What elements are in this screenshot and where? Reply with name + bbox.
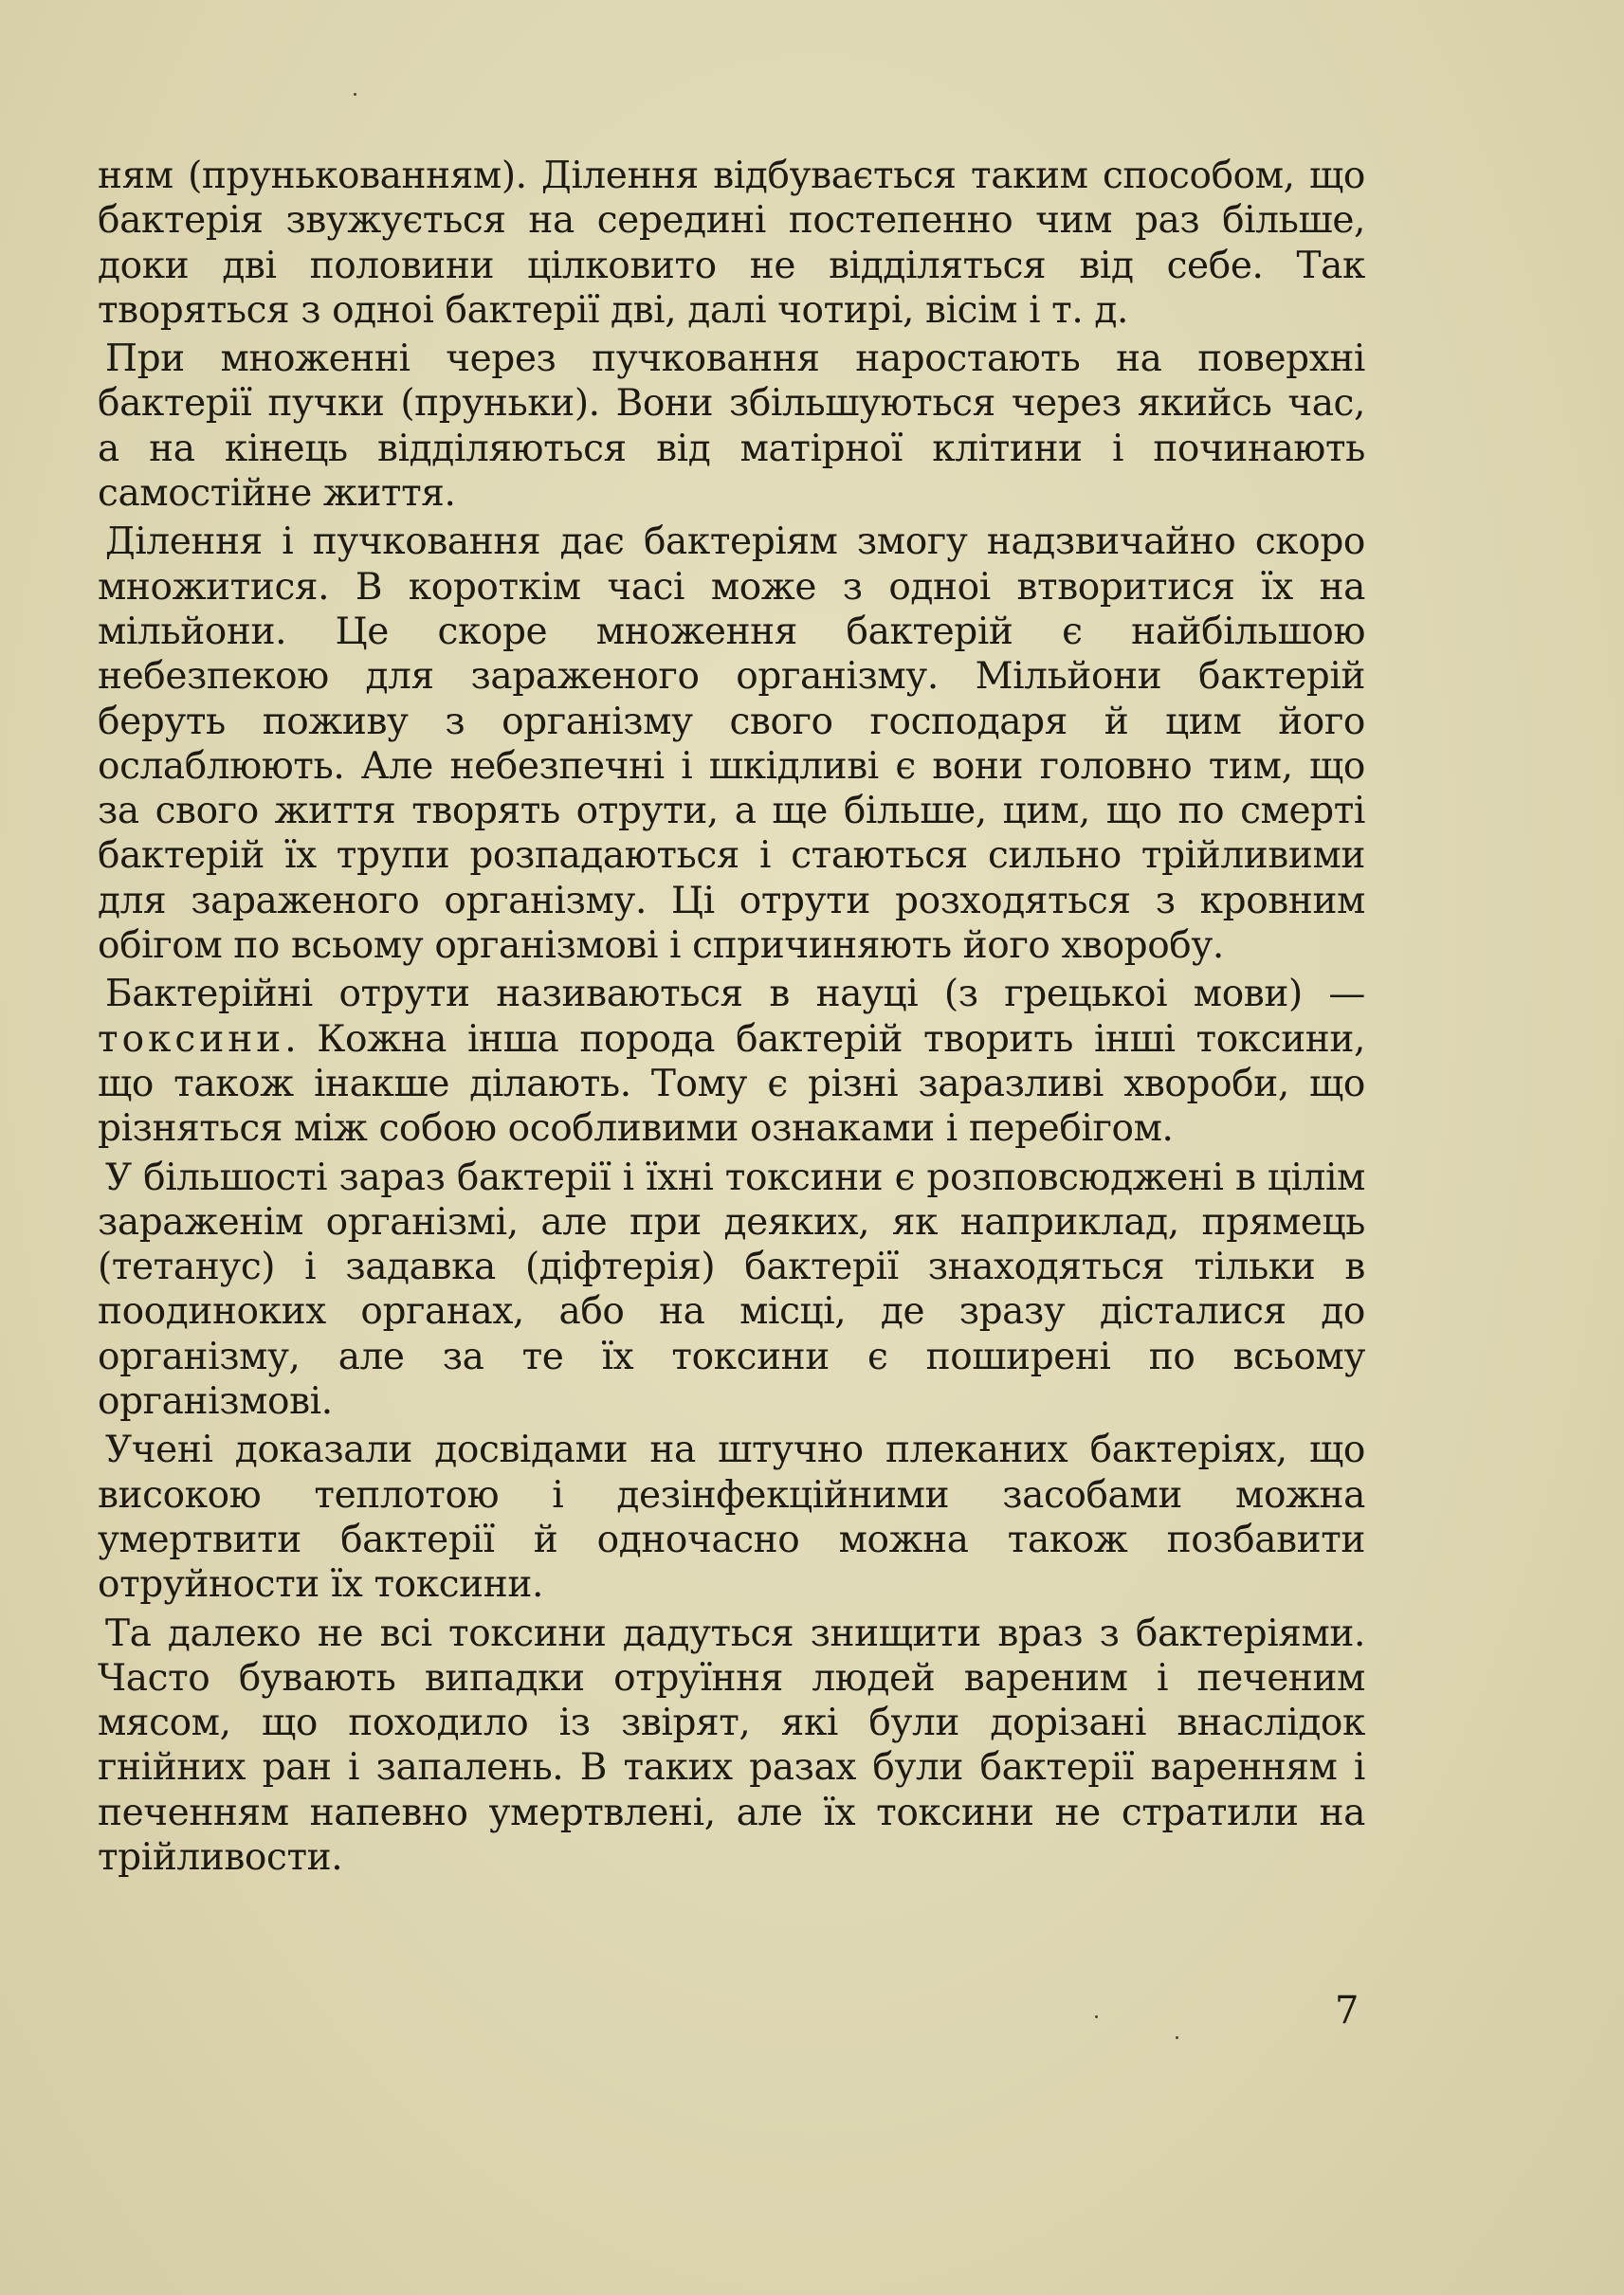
paragraph-multiplication: Ділення і пучковання дає бактеріям змогу надзвичайно скоро множитися. В короткім часі може з одноі втворитися їх на мільйони. Це скоре множення бактерій є найбільшою небезпекою для зараженого організму. Мільйони бактерій беруть поживу з організму свого господаря й цим його ослаблюють. Але небезпечні і шкідливі є вони головно тим, що за свого життя творять отрути, а ще більше, цим, що по смерті бактерій їх трупи розпадаються і стаються сильно трійливими для зараженого організму. Ці отрути розходяться з кровним обігом по всьому організмові і спричиняють його хворобу. [98, 520, 1365, 968]
paragraph-toxins-after: . Кожна інша порода бактерій творить інші токсини, що також інакше ділають. Тому є різні заразливі хвороби, що різняться між собою особливими ознаками і перебігом. [98, 1017, 1365, 1151]
page-number: 7 [1335, 1989, 1359, 2032]
paper-speck [1095, 2015, 1098, 2018]
paragraph-toxins [98, 972, 1365, 1151]
emphasized-term-toxins: токсини [98, 1017, 285, 1061]
paper-speck [354, 93, 356, 96]
paragraph-budding: При множенні через пучковання наростають на поверхні бактерії пучки (пруньки). Вони збільшуються через якийсь час, а на кінець відділяються від матірної клітини і починають самостійне життя. [98, 337, 1365, 516]
paragraph-division: ням (прунькованням). Ділення відбувається таким способом, що бактерія звужується на середині постепенно чим раз більше, доки дві половини цілковито не відділяться від себе. Так творяться з одноі бактерії дві, далі чотирі, вісім і т. д. [98, 155, 1365, 332]
paper-speck [1176, 2036, 1178, 2039]
paragraph-toxins-before: Бактерійні отрути називаються в науці (з грецькоі мови) — [105, 973, 1365, 1016]
paragraph-experiments: Учені доказали досвідами на штучно плеканих бактеріях, що високою теплотою і дезінфекційними засобами можна умертвити бактерії й одночасно можна також позбавити отруйности їх токсини. [98, 1429, 1365, 1607]
page-body-text [98, 154, 1365, 1884]
paragraph-poisoning: Та далеко не всі токсини дадуться знищити враз з бактеріями. Часто бувають випадки отруїння людей вареним і печеним мясом, що походило із звірят, які були дорізані внаслідок гнійних ран і запалень. В таких разах були бактерії варенням і печенням напевно умертвлені, але їх токсини не стратили на трійливости. [98, 1612, 1365, 1879]
paragraph-spread: У більшості зараз бактерії і їхні токсини є розповсюджені в цілім зараженім організмі, але при деяких, як наприклад, прямець (тетанус) і задавка (діфтерія) бактерії знаходяться тільки в поодиноких органах, або на місці, де зразу дісталися до організму, але за те їх токсини є поширені по всьому організмові. [98, 1156, 1365, 1424]
